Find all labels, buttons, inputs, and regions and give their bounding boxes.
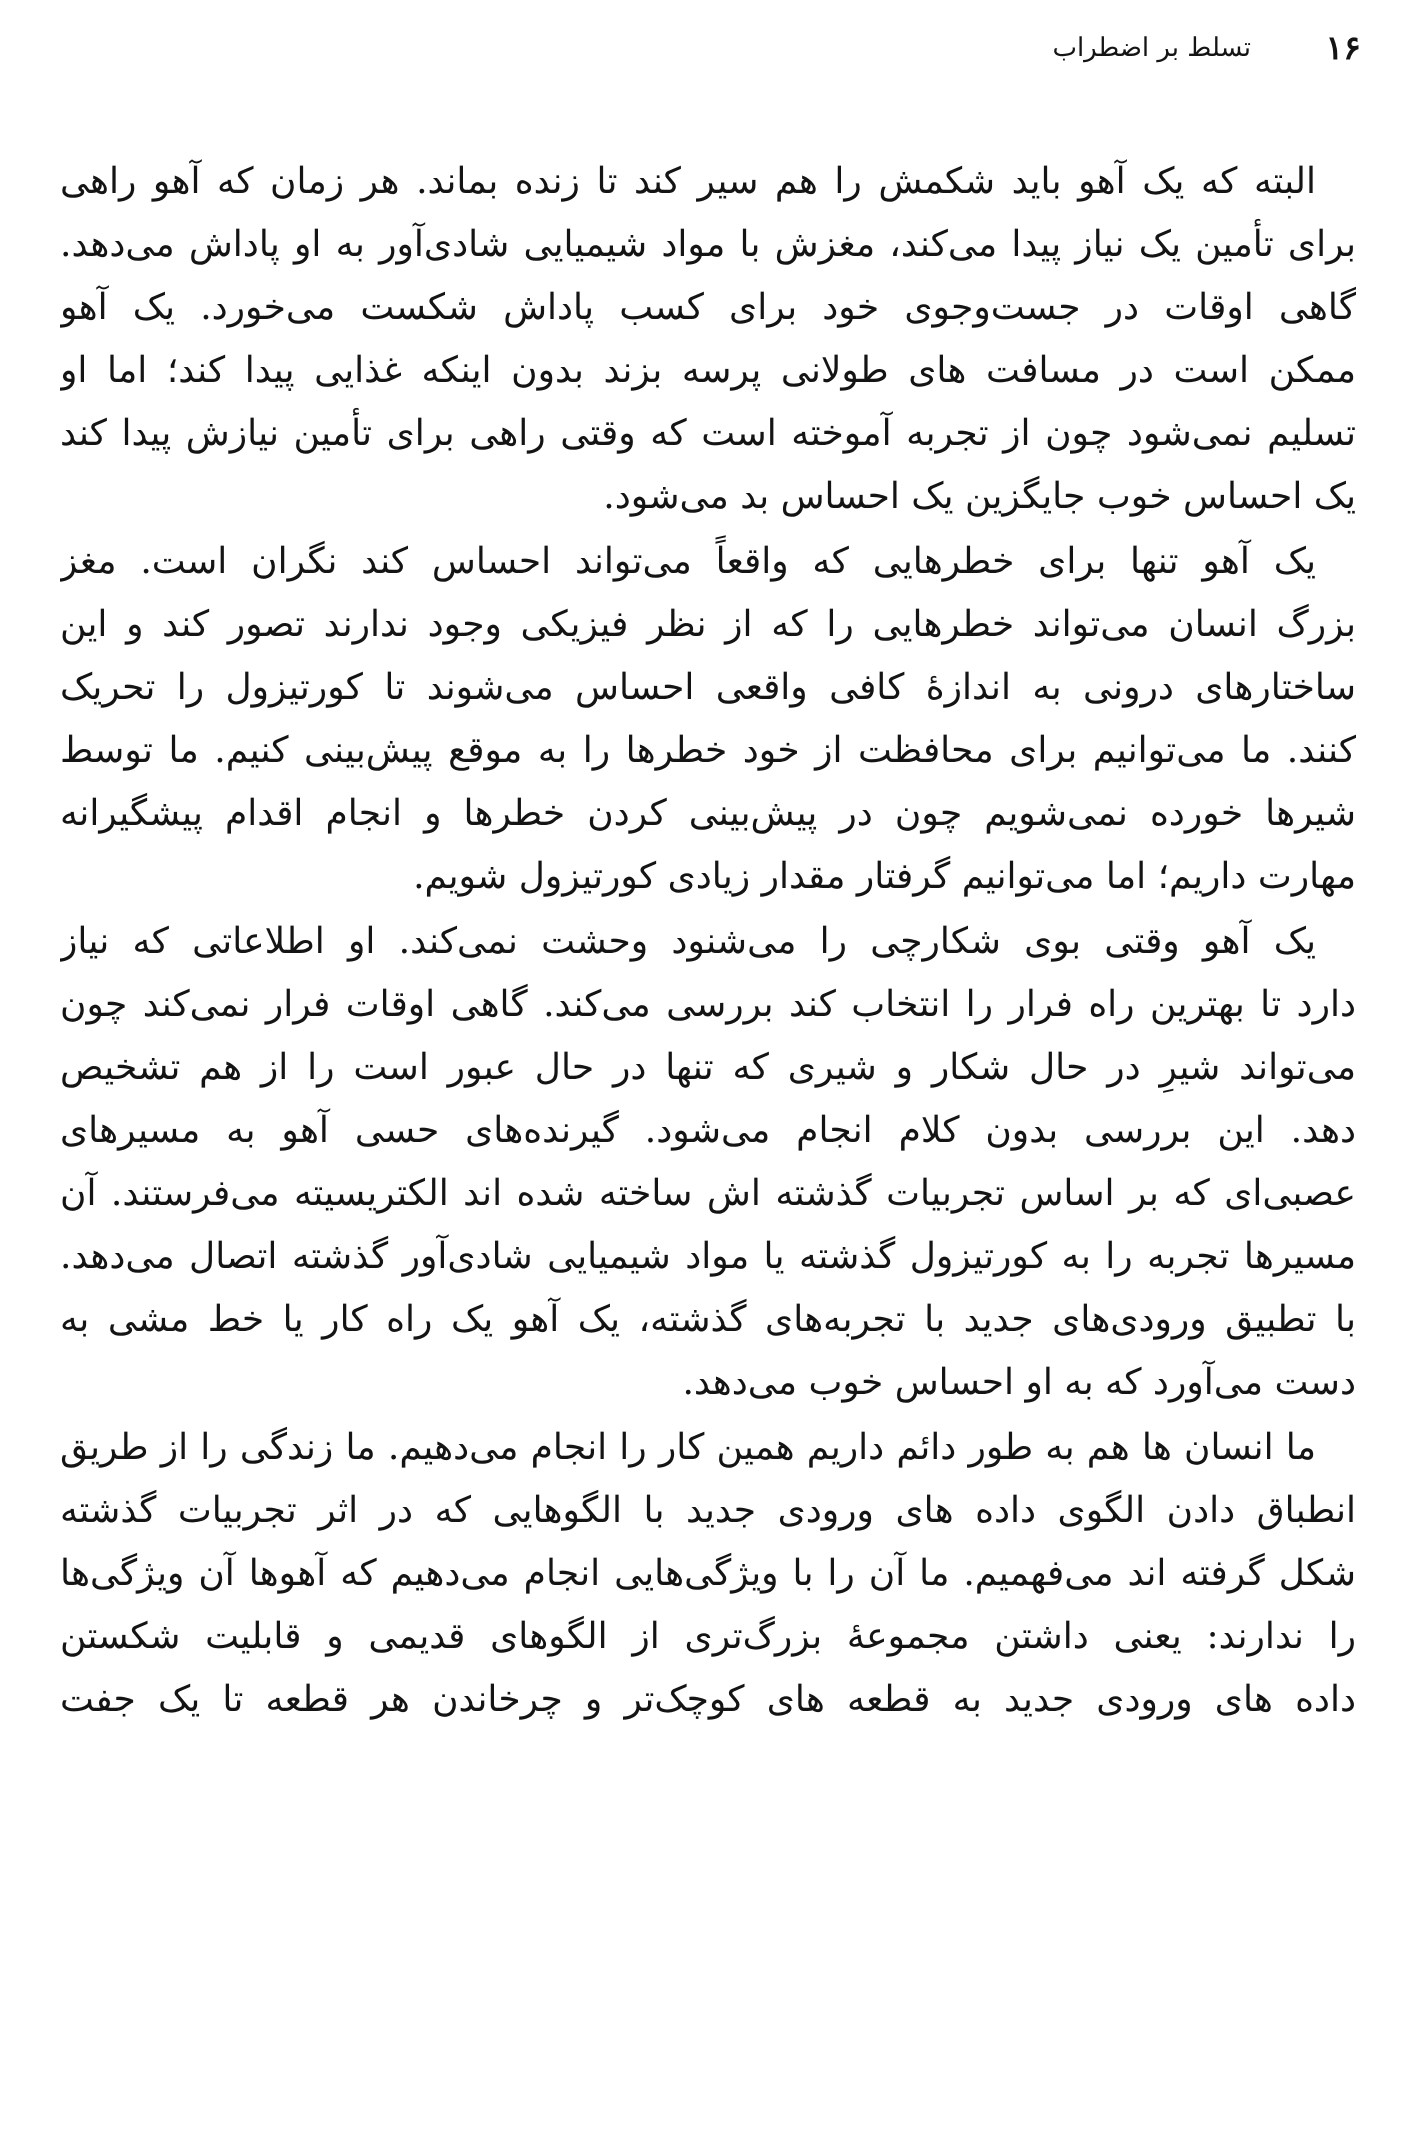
text-line: را ندارند: یعنی داشتن مجموعهٔ بزرگ‌تری از الگوهای قدیمی و قابلیت شکستن (60, 1616, 1356, 1657)
text-line: تسلیم نمی‌شود چون از تجربه آموخته است که وقتی راهی برای تأمین نیازش پیدا کند (60, 413, 1356, 454)
text-line: ممکن است در مسافت های طولانی پرسه بزند بدون اینکه غذایی پیدا کند؛ اما او (60, 350, 1356, 391)
text-line: یک آهو وقتی بوی شکارچی را می‌شنود وحشت نمی‌کند. او اطلاعاتی که نیاز (60, 921, 1316, 962)
text-line: یک احساس خوب جایگزین یک احساس بد می‌شود. (603, 476, 1356, 517)
text-line: ساختارهای درونی به اندازهٔ کافی واقعی احساس می‌شوند تا کورتیزول را تحریک (60, 667, 1356, 708)
text-line: یک آهو تنها برای خطرهایی که واقعاً می‌تواند احساس کند نگران است. مغز (60, 541, 1316, 582)
text-line: دست می‌آورد که به او احساس خوب می‌دهد. (682, 1362, 1356, 1403)
text-line: کنند. ما می‌توانیم برای محافظت از خود خطرها را به موقع پیش‌بینی کنیم. ما توسط (60, 730, 1356, 771)
text-line: البته که یک آهو باید شکمش را هم سیر کند تا زنده بماند. هر زمان که آهو راهی (60, 161, 1316, 202)
book-title: تسلط بر اضطراب (1052, 33, 1251, 63)
text-line: داده های ورودی جدید به قطعه های کوچک‌تر و چرخاندن هر قطعه تا یک جفت (60, 1679, 1356, 1720)
text-line: دهد. این بررسی بدون کلام انجام می‌شود. گیرنده‌های حسی آهو به مسیرهای (60, 1110, 1356, 1151)
text-line: می‌تواند شیرِ در حال شکار و شیری که تنها در حال عبور است را از هم تشخیص (60, 1047, 1356, 1088)
paragraph-3 (60, 910, 1356, 1414)
text-line: مهارت داریم؛ اما می‌توانیم گرفتار مقدار زیادی کورتیزول شویم. (413, 856, 1356, 897)
text-line: انطباق دادن الگوی داده های ورودی جدید با الگوهایی که در اثر تجربیات گذشته (60, 1490, 1356, 1531)
running-header (0, 28, 1406, 68)
text-line: عصبی‌ای که بر اساس تجربیات گذشته اش ساخته شده اند الکتریسیته می‌فرستند. آن (60, 1173, 1356, 1214)
text-line: مسیرها تجربه را به کورتیزول گذشته یا مواد شیمیایی شادی‌آور گذشته اتصال می‌دهد. (60, 1236, 1356, 1277)
text-line: شیرها خورده نمی‌شویم چون در پیش‌بینی کردن خطرها و انجام اقدام پیشگیرانه (60, 793, 1356, 834)
text-line: شکل گرفته اند می‌فهمیم. ما آن را با ویژگی‌هایی انجام می‌دهیم که آهوها آن ویژگی‌ها (60, 1553, 1356, 1594)
paragraph-2 (60, 530, 1356, 908)
text-line: برای تأمین یک نیاز پیدا می‌کند، مغزش با مواد شیمیایی شادی‌آور به او پاداش می‌دهد. (60, 224, 1356, 265)
page-number: ۱۶ (1325, 28, 1361, 67)
text-line: بزرگ انسان می‌تواند خطرهایی را که از نظر فیزیکی وجود ندارند تصور کند و این (60, 604, 1356, 645)
paragraph-4 (60, 1416, 1356, 1731)
text-line: گاهی اوقات در جست‌وجوی خود برای کسب پاداش شکست می‌خورد. یک آهو (60, 287, 1356, 328)
text-line: دارد تا بهترین راه فرار را انتخاب کند بررسی می‌کند. گاهی اوقات فرار نمی‌کند چون (60, 984, 1356, 1025)
text-line: ما انسان ها هم به طور دائم داریم همین کار را انجام می‌دهیم. ما زندگی را از طریق (60, 1427, 1316, 1468)
paragraph-1 (60, 150, 1356, 528)
text-line: با تطبیق ورودی‌های جدید با تجربه‌های گذشته، یک آهو یک راه کار یا خط مشی به (60, 1299, 1356, 1340)
body-text (60, 150, 1356, 1731)
